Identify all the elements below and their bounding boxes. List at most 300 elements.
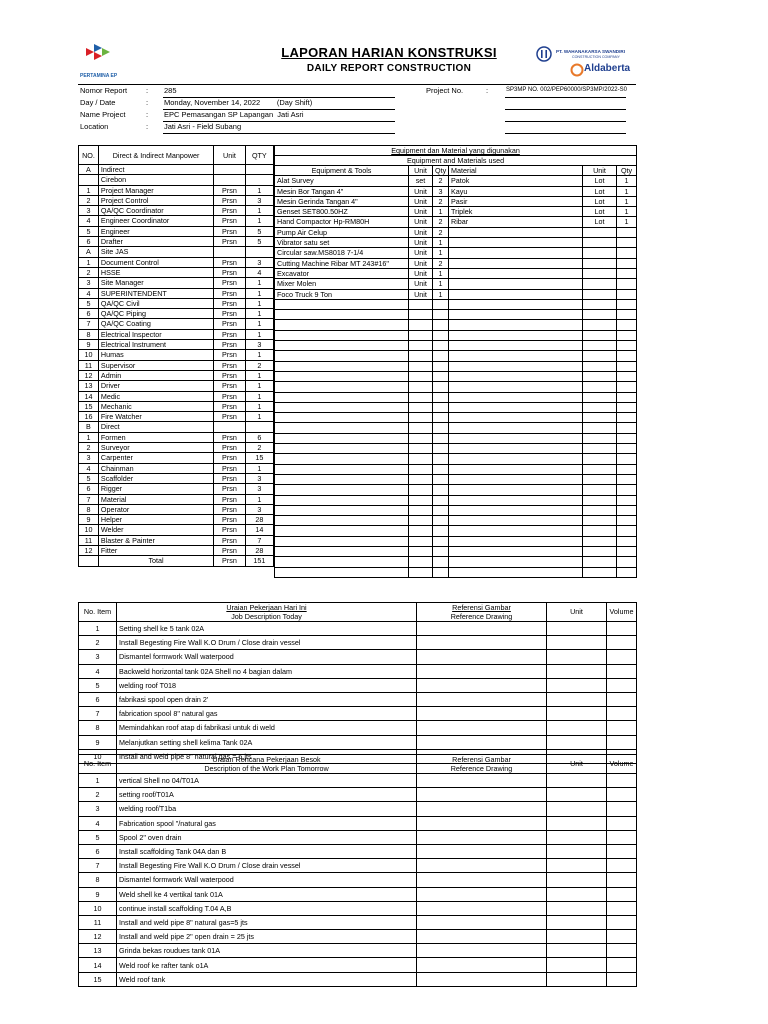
- manpower-row: [79, 494, 274, 504]
- material-name: [449, 299, 583, 309]
- equipment-unit: [409, 433, 433, 443]
- equipment-unit: [409, 361, 433, 371]
- manpower-unit: [214, 175, 245, 185]
- equipment-qty: [433, 423, 449, 433]
- tomorrow-item-ref: [417, 830, 547, 844]
- manpower-row: [79, 298, 274, 308]
- manpower-unit: Prsn: [214, 545, 245, 555]
- today-item-volume: [607, 664, 637, 678]
- tomorrow-item-unit: [547, 802, 607, 816]
- manpower-no: 15: [79, 401, 99, 411]
- equipment-qty: [433, 444, 449, 454]
- manpower-total-unit: Prsn: [214, 556, 245, 566]
- equipment-header-qty: Qty: [433, 166, 449, 176]
- today-item-ref: [417, 707, 547, 721]
- tomorrow-header-no: No. Item: [79, 755, 117, 774]
- manpower-qty: 1: [245, 309, 273, 319]
- manpower-row: [79, 360, 274, 370]
- equipment-unit: [409, 402, 433, 412]
- equipment-tool: Mixer Molen: [275, 279, 409, 289]
- manpower-unit: Prsn: [214, 484, 245, 494]
- equipment-unit: Unit: [409, 248, 433, 258]
- tomorrow-job-row: [79, 844, 637, 858]
- manpower-unit: Prsn: [214, 257, 245, 267]
- manpower-role: Scaffolder: [98, 473, 213, 483]
- material-qty: [617, 310, 637, 320]
- tomorrow-item-desc: setting roof/T01A: [117, 788, 417, 802]
- manpower-no: 13: [79, 381, 99, 391]
- equipment-unit: Unit: [409, 289, 433, 299]
- material-name: [449, 361, 583, 371]
- material-name: [449, 557, 583, 567]
- equipment-row: [275, 186, 637, 196]
- tomorrow-item-ref: [417, 915, 547, 929]
- contractor-logo: [536, 46, 646, 82]
- manpower-no: 4: [79, 288, 99, 298]
- material-unit: [583, 299, 617, 309]
- manpower-row: [79, 484, 274, 494]
- equipment-qty: [433, 557, 449, 567]
- manpower-role: SUPERINTENDENT: [98, 288, 213, 298]
- material-qty: [617, 474, 637, 484]
- manpower-role: Formen: [98, 432, 213, 442]
- info-value-rule: [163, 97, 395, 98]
- today-item-volume: [607, 650, 637, 664]
- wahanakarsa-logo-icon: [536, 46, 552, 62]
- tomorrow-item-volume: [607, 830, 637, 844]
- manpower-role: Material: [98, 494, 213, 504]
- tomorrow-item-ref: [417, 816, 547, 830]
- info-value-rule: [163, 121, 395, 122]
- manpower-row: [79, 267, 274, 277]
- material-name: [449, 413, 583, 423]
- contractor-sub: CONSTRUCTION COMPANY: [572, 55, 620, 59]
- manpower-row: [79, 463, 274, 473]
- today-item-unit: [547, 650, 607, 664]
- material-name: [449, 268, 583, 278]
- tomorrow-item-volume: [607, 915, 637, 929]
- manpower-no: 1: [79, 185, 99, 195]
- tomorrow-item-no: 5: [79, 830, 117, 844]
- material-unit: [583, 320, 617, 330]
- material-name: [449, 289, 583, 299]
- tomorrow-header-volume: Volume: [607, 755, 637, 774]
- material-qty: [617, 526, 637, 536]
- material-qty: [617, 444, 637, 454]
- material-name: [449, 495, 583, 505]
- equipment-tool: [275, 516, 409, 526]
- material-qty: [617, 485, 637, 495]
- equipment-tool: [275, 444, 409, 454]
- manpower-qty: 14: [245, 525, 273, 535]
- equipment-qty: [433, 351, 449, 361]
- material-name: [449, 310, 583, 320]
- material-name: [449, 536, 583, 546]
- manpower-role: Humas: [98, 350, 213, 360]
- manpower-no: 8: [79, 504, 99, 514]
- today-item-unit: [547, 664, 607, 678]
- material-unit: [583, 495, 617, 505]
- tomorrow-item-volume: [607, 859, 637, 873]
- equipment-row: [275, 310, 637, 320]
- manpower-header-qty: QTY: [245, 146, 273, 165]
- tomorrow-job-row: [79, 859, 637, 873]
- manpower-row: [79, 247, 274, 257]
- material-unit: [583, 423, 617, 433]
- manpower-no: 6: [79, 309, 99, 319]
- tomorrow-item-desc: Grinda bekas roudues tank 01A: [117, 944, 417, 958]
- tomorrow-item-unit: [547, 859, 607, 873]
- today-header-volume: Volume: [607, 603, 637, 622]
- manpower-row: [79, 432, 274, 442]
- equipment-tool: [275, 330, 409, 340]
- equipment-tool: [275, 310, 409, 320]
- tomorrow-item-ref: [417, 788, 547, 802]
- equipment-row: [275, 444, 637, 454]
- today-job-row: [79, 650, 637, 664]
- equipment-unit: [409, 485, 433, 495]
- equipment-row: [275, 361, 637, 371]
- today-job-row: [79, 678, 637, 692]
- material-qty: 1: [617, 186, 637, 196]
- material-qty: 1: [617, 176, 637, 186]
- tomorrow-item-no: 13: [79, 944, 117, 958]
- equipment-unit: [409, 310, 433, 320]
- manpower-role: Helper: [98, 515, 213, 525]
- tomorrow-item-volume: [607, 901, 637, 915]
- equipment-tool: [275, 485, 409, 495]
- manpower-unit: Prsn: [214, 360, 245, 370]
- today-item-desc: fabrikasi spool open drain 2': [117, 692, 417, 706]
- tomorrow-item-desc: continue install scaffolding T.04 A,B: [117, 901, 417, 915]
- manpower-qty: 4: [245, 267, 273, 277]
- material-unit: [583, 258, 617, 268]
- material-unit: [583, 248, 617, 258]
- manpower-no: 10: [79, 525, 99, 535]
- material-unit: Lot: [583, 207, 617, 217]
- report-subtitle: DAILY REPORT CONSTRUCTION: [306, 63, 472, 74]
- material-unit: [583, 433, 617, 443]
- material-qty: [617, 392, 637, 402]
- today-item-unit: [547, 678, 607, 692]
- equipment-qty: 2: [433, 196, 449, 206]
- equipment-subtitle-row: [275, 156, 637, 166]
- material-qty: [617, 299, 637, 309]
- manpower-unit: Prsn: [214, 206, 245, 216]
- tomorrow-item-no: 4: [79, 816, 117, 830]
- equipment-tool: [275, 392, 409, 402]
- equipment-table: [274, 145, 637, 578]
- manpower-no: A: [79, 247, 99, 257]
- manpower-no: 3: [79, 453, 99, 463]
- equipment-qty: [433, 310, 449, 320]
- tomorrow-item-desc: Spool 2" oven drain: [117, 830, 417, 844]
- today-item-unit: [547, 636, 607, 650]
- tomorrow-item-unit: [547, 887, 607, 901]
- equipment-row: [275, 567, 637, 577]
- contractor-name: PT. WAHANAKARSA SWANDIRI: [556, 49, 625, 54]
- tomorrow-item-no: 8: [79, 873, 117, 887]
- material-qty: [617, 227, 637, 237]
- manpower-role: Electrical Instrument: [98, 340, 213, 350]
- today-job-row: [79, 721, 637, 735]
- manpower-row: [79, 504, 274, 514]
- equipment-tool: Excavator: [275, 268, 409, 278]
- tomorrow-job-row: [79, 788, 637, 802]
- today-item-desc: Install Begesting Fire Wall K.O Drum / Close drain vessel: [117, 636, 417, 650]
- report-number: 285: [164, 86, 177, 95]
- today-item-ref: [417, 735, 547, 749]
- manpower-header-row: [79, 146, 274, 165]
- material-unit: [583, 341, 617, 351]
- equipment-tool: [275, 320, 409, 330]
- manpower-row: [79, 473, 274, 483]
- manpower-header-no: NO.: [79, 146, 99, 165]
- manpower-qty: 2: [245, 360, 273, 370]
- today-item-unit: [547, 721, 607, 735]
- material-name: [449, 341, 583, 351]
- manpower-no: 7: [79, 319, 99, 329]
- equipment-qty: 2: [433, 176, 449, 186]
- manpower-qty: 3: [245, 257, 273, 267]
- today-item-volume: [607, 735, 637, 749]
- tomorrow-item-desc: Weld roof ke rafter tank o1A: [117, 958, 417, 972]
- manpower-role: QA/QC Coating: [98, 319, 213, 329]
- material-qty: [617, 371, 637, 381]
- manpower-unit: Prsn: [214, 494, 245, 504]
- equipment-title: Equipment dan Material yang digunakan: [275, 146, 637, 156]
- material-qty: [617, 402, 637, 412]
- equipment-unit: [409, 320, 433, 330]
- manpower-unit: Prsn: [214, 432, 245, 442]
- material-name: [449, 423, 583, 433]
- manpower-qty: 28: [245, 515, 273, 525]
- tomorrow-item-no: 14: [79, 958, 117, 972]
- tomorrow-item-volume: [607, 972, 637, 986]
- manpower-no: 2: [79, 267, 99, 277]
- equipment-unit: Unit: [409, 258, 433, 268]
- equipment-tool: [275, 464, 409, 474]
- manpower-qty: 1: [245, 185, 273, 195]
- equipment-tool: [275, 351, 409, 361]
- tomorrow-item-desc: Install Begesting Fire Wall K.O Drum / Close drain vessel: [117, 859, 417, 873]
- equipment-tool: [275, 567, 409, 577]
- material-name: [449, 567, 583, 577]
- manpower-unit: Prsn: [214, 391, 245, 401]
- manpower-row: [79, 329, 274, 339]
- tomorrow-plan-table: [78, 754, 637, 987]
- manpower-qty: 3: [245, 340, 273, 350]
- material-qty: [617, 382, 637, 392]
- today-job-row: [79, 735, 637, 749]
- manpower-no: 6: [79, 237, 99, 247]
- material-name: Triplek: [449, 207, 583, 217]
- manpower-no: 11: [79, 360, 99, 370]
- equipment-row: [275, 238, 637, 248]
- today-item-no: 9: [79, 735, 117, 749]
- equipment-unit: [409, 464, 433, 474]
- manpower-unit: Prsn: [214, 267, 245, 277]
- manpower-row: [79, 535, 274, 545]
- manpower-no: 5: [79, 226, 99, 236]
- material-qty: [617, 495, 637, 505]
- manpower-unit: Prsn: [214, 412, 245, 422]
- manpower-no: 9: [79, 340, 99, 350]
- equipment-tool: [275, 495, 409, 505]
- equipment-qty: [433, 320, 449, 330]
- equipment-row: [275, 454, 637, 464]
- tomorrow-item-desc: Fabrication spool "/natural gas: [117, 816, 417, 830]
- material-qty: [617, 248, 637, 258]
- manpower-role: Fitter: [98, 545, 213, 555]
- manpower-role: Welder: [98, 525, 213, 535]
- material-qty: [617, 433, 637, 443]
- manpower-header-name: Direct & Indirect Manpower: [98, 146, 213, 165]
- tomorrow-item-no: 9: [79, 887, 117, 901]
- equipment-tool: [275, 402, 409, 412]
- tomorrow-item-unit: [547, 958, 607, 972]
- material-name: Pasir: [449, 196, 583, 206]
- manpower-role: QA/QC Civil: [98, 298, 213, 308]
- manpower-no: 3: [79, 278, 99, 288]
- manpower-role: Operator: [98, 504, 213, 514]
- tomorrow-item-no: 11: [79, 915, 117, 929]
- manpower-role: QA/QC Coordinator: [98, 206, 213, 216]
- tomorrow-item-unit: [547, 830, 607, 844]
- manpower-qty: 6: [245, 432, 273, 442]
- tomorrow-item-volume: [607, 930, 637, 944]
- manpower-role: Supervisor: [98, 360, 213, 370]
- equipment-qty: 2: [433, 217, 449, 227]
- today-item-ref: [417, 650, 547, 664]
- tomorrow-item-volume: [607, 788, 637, 802]
- manpower-row: [79, 370, 274, 380]
- equipment-tool: [275, 526, 409, 536]
- tomorrow-job-row: [79, 873, 637, 887]
- equipment-unit: [409, 546, 433, 556]
- equipment-header-mat-unit: Unit: [583, 166, 617, 176]
- material-name: [449, 516, 583, 526]
- today-job-row: [79, 692, 637, 706]
- today-item-no: 7: [79, 707, 117, 721]
- equipment-qty: [433, 330, 449, 340]
- manpower-no: 1: [79, 257, 99, 267]
- manpower-unit: Prsn: [214, 278, 245, 288]
- equipment-row: [275, 371, 637, 381]
- equipment-row: [275, 341, 637, 351]
- equipment-row: [275, 289, 637, 299]
- manpower-unit: Prsn: [214, 350, 245, 360]
- equipment-unit: [409, 505, 433, 515]
- report-date: Monday, November 14, 2022 (Day Shift): [164, 98, 313, 107]
- equipment-unit: Unit: [409, 268, 433, 278]
- equipment-row: [275, 474, 637, 484]
- material-qty: [617, 258, 637, 268]
- tomorrow-job-row: [79, 887, 637, 901]
- equipment-row: [275, 382, 637, 392]
- project-no-label: Project No.: [426, 86, 464, 95]
- equipment-qty: 1: [433, 289, 449, 299]
- material-unit: [583, 413, 617, 423]
- manpower-no: 7: [79, 494, 99, 504]
- material-qty: [617, 464, 637, 474]
- material-unit: Lot: [583, 186, 617, 196]
- manpower-no: 4: [79, 463, 99, 473]
- manpower-unit: Prsn: [214, 216, 245, 226]
- tomorrow-header-row: [79, 755, 637, 774]
- material-qty: [617, 505, 637, 515]
- manpower-row: [79, 237, 274, 247]
- project-location: Jati Asri - Field Subang: [164, 122, 242, 131]
- manpower-row: [79, 165, 274, 175]
- equipment-unit: [409, 454, 433, 464]
- manpower-unit: Prsn: [214, 401, 245, 411]
- manpower-row: [79, 412, 274, 422]
- manpower-row: [79, 422, 274, 432]
- material-qty: [617, 289, 637, 299]
- tomorrow-item-unit: [547, 774, 607, 788]
- equipment-unit: [409, 567, 433, 577]
- material-qty: 1: [617, 207, 637, 217]
- equipment-unit: [409, 474, 433, 484]
- equipment-unit: [409, 351, 433, 361]
- equipment-row: [275, 433, 637, 443]
- equipment-row: [275, 279, 637, 289]
- manpower-no: 8: [79, 329, 99, 339]
- equipment-tool: [275, 361, 409, 371]
- manpower-qty: 1: [245, 216, 273, 226]
- material-unit: Lot: [583, 176, 617, 186]
- material-qty: [617, 361, 637, 371]
- manpower-role: Site JAS: [98, 247, 213, 257]
- today-item-volume: [607, 678, 637, 692]
- manpower-qty: 1: [245, 298, 273, 308]
- equipment-tool: [275, 557, 409, 567]
- material-qty: [617, 546, 637, 556]
- material-name: [449, 279, 583, 289]
- material-name: [449, 351, 583, 361]
- equipment-unit: [409, 413, 433, 423]
- equipment-header-tools: Equipment & Tools: [275, 166, 409, 176]
- tomorrow-item-no: 6: [79, 844, 117, 858]
- material-unit: [583, 505, 617, 515]
- equipment-header-mat-qty: Qty: [617, 166, 637, 176]
- manpower-role: Document Control: [98, 257, 213, 267]
- material-name: [449, 320, 583, 330]
- tomorrow-job-row: [79, 830, 637, 844]
- manpower-role: Blaster & Painter: [98, 535, 213, 545]
- equipment-unit: [409, 526, 433, 536]
- equipment-qty: [433, 402, 449, 412]
- manpower-row: [79, 206, 274, 216]
- manpower-header-unit: Unit: [214, 146, 245, 165]
- material-qty: [617, 454, 637, 464]
- manpower-role: QA/QC Piping: [98, 309, 213, 319]
- equipment-tool: [275, 413, 409, 423]
- equipment-row: [275, 423, 637, 433]
- manpower-role: Medic: [98, 391, 213, 401]
- manpower-no: 5: [79, 298, 99, 308]
- manpower-qty: 7: [245, 535, 273, 545]
- tomorrow-item-desc: vertical Shell no 04/T01A: [117, 774, 417, 788]
- equipment-qty: [433, 371, 449, 381]
- equipment-qty: [433, 433, 449, 443]
- manpower-no: 6: [79, 484, 99, 494]
- material-qty: [617, 423, 637, 433]
- equipment-tool: [275, 546, 409, 556]
- manpower-qty: 2: [245, 443, 273, 453]
- today-item-no: 6: [79, 692, 117, 706]
